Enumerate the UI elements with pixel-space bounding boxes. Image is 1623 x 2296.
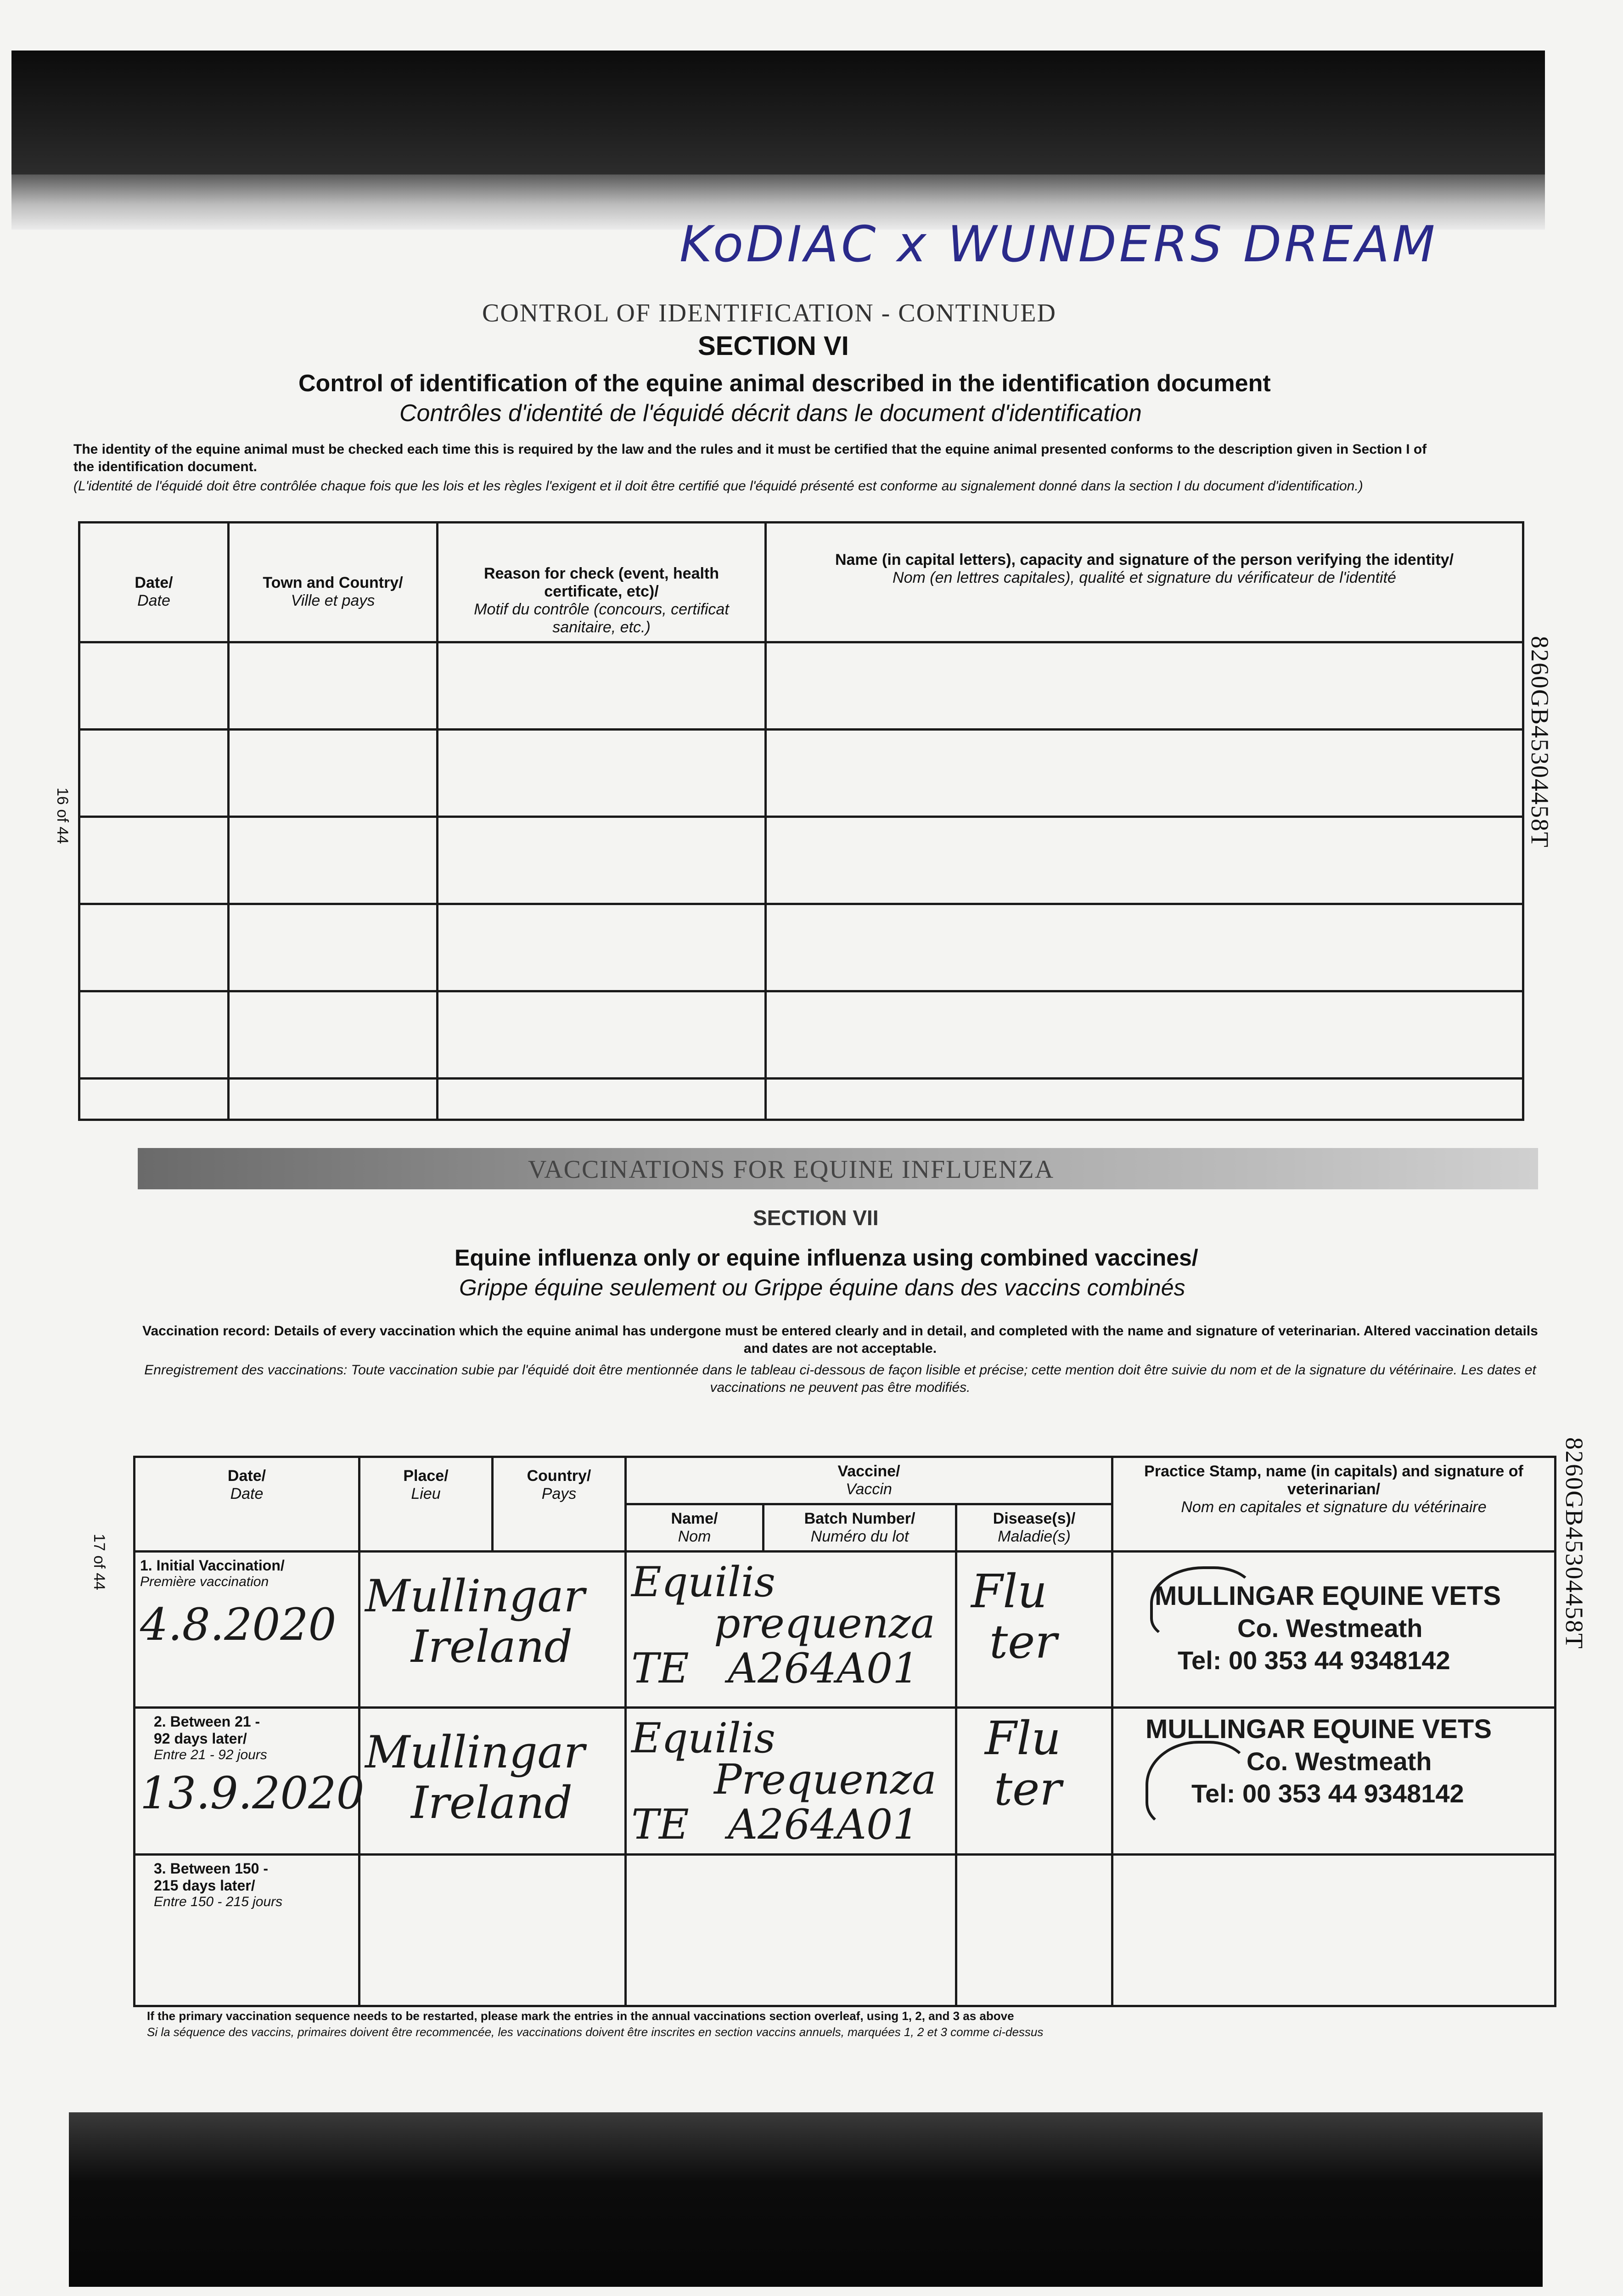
section7-title-en: Equine influenza only or equine influenza using combined vaccines/ [455,1245,1198,1271]
header-country [493,1457,626,1552]
section6-banner: CONTROL OF IDENTIFICATION - CONTINUED [482,299,1056,327]
row1-country: Ireland [411,1621,573,1672]
section6-intro-en: The identity of the equine animal must be checked each time this is required by the law and the rules and it must be certified that the equine animal presented conforms to the description given in Section I of the identification document. [73,442,1427,474]
header-disease [956,1504,1112,1552]
row2-date-cell [135,1708,365,1855]
header-disease-en: Disease(s)/ [993,1510,1076,1527]
row2-vaccine-suffix: TE [631,1801,689,1849]
scan-shadow-bottom [69,2112,1543,2287]
header-date-fr: Date [230,1485,264,1503]
row2-vaccine-cell [626,1708,956,1855]
side-id-upper: 8260GB45304458T [1526,636,1554,848]
row1-date-cell [135,1552,359,1708]
header-vaccine-en: Vaccine/ [837,1463,900,1480]
row2-stamp-tel: Tel: 00 353 44 9348142 [1191,1779,1464,1808]
row1-vaccine-cell [626,1552,956,1708]
table-row [79,642,1523,730]
header-name-en: Name/ [671,1510,718,1527]
vaccination-record-fr [138,1362,1543,1396]
row2-date: 13.9.2020 [140,1767,365,1819]
row1-stamp-county: Co. Westmeath [1237,1614,1423,1643]
header-town-fr: Ville et pays [291,592,375,609]
row2-signature [1146,1741,1252,1829]
row1-vaccine-suffix: TE [631,1644,689,1693]
vaccination-row-third [135,1855,1556,2006]
row1-disease-2: ter [989,1615,1057,1669]
row1-place-cell [359,1552,626,1708]
table-row [79,730,1523,817]
page-number-17: 17 of 44 [90,1534,108,1590]
row2-vaccine-type: Prequenza [714,1756,937,1804]
vaccination-row-initial [135,1552,1556,1708]
row3-label-en: 3. Between 150 - 215 days later/ [154,1860,268,1894]
header-country-fr: Pays [541,1485,577,1503]
row3-label-fr: Entre 150 - 215 jours [154,1894,283,1909]
header-stamp-en: Practice Stamp, name (in capitals) and signature of veterinarian/ [1144,1463,1523,1498]
row2-disease: Flu [985,1711,1061,1765]
row1-batch-number: A264A01 [728,1644,919,1693]
row1-place: Mullingar [365,1570,585,1622]
vaccination-header-row-1 [135,1457,1556,1504]
section6-heading: SECTION VI [698,331,849,361]
header-reason-fr: Motif du contrôle (concours, certificat sanitaire, etc.) [474,601,729,636]
header-place [359,1457,493,1552]
column-header-verifier [766,523,1523,642]
row2-place-cell [359,1708,626,1855]
row2-stamp-county: Co. Westmeath [1247,1747,1432,1776]
column-header-town-country [229,523,438,642]
section6-title-en: Control of identification of the equine animal described in the identification document [298,370,1271,397]
header-date [135,1457,359,1552]
header-vaccine-name [626,1504,764,1552]
header-country-en: Country/ [527,1467,591,1485]
scan-shadow-top [11,51,1545,174]
vaccination-row-second [135,1708,1556,1855]
vaccination-record-en [138,1322,1543,1357]
header-disease-fr: Maladie(s) [998,1528,1071,1545]
record-label-fr: Enregistrement des vaccinations: [144,1362,348,1378]
header-verifier-fr: Nom (en lettres capitales), qualité et signature du vérificateur de l'identité [893,569,1396,586]
row2-country: Ireland [411,1777,573,1829]
row1-disease: Flu [971,1564,1047,1618]
header-vaccine [626,1457,1112,1504]
row2-label-fr: Entre 21 - 92 jours [154,1747,267,1762]
section6-intro-fr: (L'identité de l'équidé doit être contrôlée chaque fois que les lois et les règles l'exigent et il doit être certifié que l'équidé présenté est conforme au signalement donné dans la section I du document d'identification.) [73,478,1363,494]
record-text-fr: Toute vaccination subie par l'équidé doit être mentionnée dans le tableau ci-dessous de façon lisible et précise; cette mention doit être suivie du nom et de la signature du vétérinaire. Les dates et vaccinations ne peuvent pas être modifiés. [351,1362,1536,1395]
handwritten-horse-title: KoDIAC x WUNDERS DREAM [680,216,1438,273]
row1-label-fr: Première vaccination [140,1574,269,1589]
header-vaccine-fr: Vaccin [846,1480,892,1498]
section7-banner: VACCINATIONS FOR EQUINE INFLUENZA [528,1155,1055,1184]
section7-title-fr: Grippe équine seulement ou Grippe équine dans des vaccins combinés [459,1275,1185,1300]
header-town-en: Town and Country/ [263,574,403,591]
side-id-lower: 8260GB45304458T [1561,1437,1588,1649]
header-date-en: Date/ [135,574,173,591]
header-verifier-en: Name (in capital letters), capacity and signature of the person verifying the identity/ [835,551,1454,568]
row1-date: 4.8.2020 [140,1599,337,1650]
row2-label-en: 2. Between 21 - 92 days later/ [154,1713,260,1747]
table-row [79,1079,1523,1120]
row2-batch-number: A264A01 [728,1801,919,1849]
vaccination-table [133,1456,1556,2007]
row1-stamp-cell [1112,1552,1556,1708]
row1-stamp-tel: Tel: 00 353 44 9348142 [1178,1646,1450,1675]
record-label: Vaccination record: [142,1323,270,1339]
row2-stamp-practice: MULLINGAR EQUINE VETS [1146,1714,1492,1744]
row2-stamp-cell [1112,1708,1556,1855]
header-stamp-fr: Nom en capitales et signature du vétérinaire [1181,1498,1487,1516]
header-practice-stamp [1112,1457,1556,1552]
section7-heading: SECTION VII [753,1206,879,1230]
row2-disease-cell [956,1708,1112,1855]
row2-place: Mullingar [365,1727,585,1778]
record-text-en: Details of every vaccination which the equine animal has undergone must be entered clearly and in detail, and completed with the name and signature of veterinarian. Altered vaccination details and dates are not acceptable. [274,1323,1538,1356]
row1-vaccine-type: prequenza [714,1599,935,1648]
header-name-fr: Nom [678,1528,711,1545]
page-number-16: 16 of 44 [54,788,71,844]
row1-label-en: 1. Initial Vaccination/ [140,1557,285,1574]
table-row [79,817,1523,904]
row1-vaccine-name: Equilis [631,1558,775,1606]
identification-check-table [78,521,1524,1121]
header-batch-fr: Numéro du lot [810,1528,909,1545]
header-batch-en: Batch Number/ [804,1510,915,1527]
header-place-fr: Lieu [411,1485,441,1503]
row2-disease-2: ter [994,1762,1062,1816]
header-place-en: Place/ [403,1467,449,1485]
column-header-reason [438,523,766,642]
table-row [79,991,1523,1079]
header-reason-en: Reason for check (event, health certificate, etc)/ [483,565,719,600]
table-row [79,904,1523,991]
header-date-en: Date/ [227,1467,266,1485]
table-header-row [79,523,1523,642]
header-batch-number [764,1504,956,1552]
column-header-date [79,523,229,642]
row1-disease-cell [956,1552,1112,1708]
row3-date-cell [135,1855,359,2006]
row1-stamp-practice: MULLINGAR EQUINE VETS [1155,1581,1501,1611]
row2-vaccine-name: Equilis [631,1714,775,1762]
section6-title-fr: Contrôles d'identité de l'équidé décrit dans le document d'identification [399,400,1142,427]
footnote-en: If the primary vaccination sequence needs to be restarted, please mark the entries in the annual vaccinations section overleaf, using 1, 2, and 3 as above [147,2009,1014,2023]
footnote-fr: Si la séquence des vaccins, primaires doivent être recommencée, les vaccinations doivent être inscrites en section vaccins annuels, marquées 1, 2 et 3 comme ci-dessus [147,2025,1044,2039]
header-date-fr: Date [137,592,170,609]
